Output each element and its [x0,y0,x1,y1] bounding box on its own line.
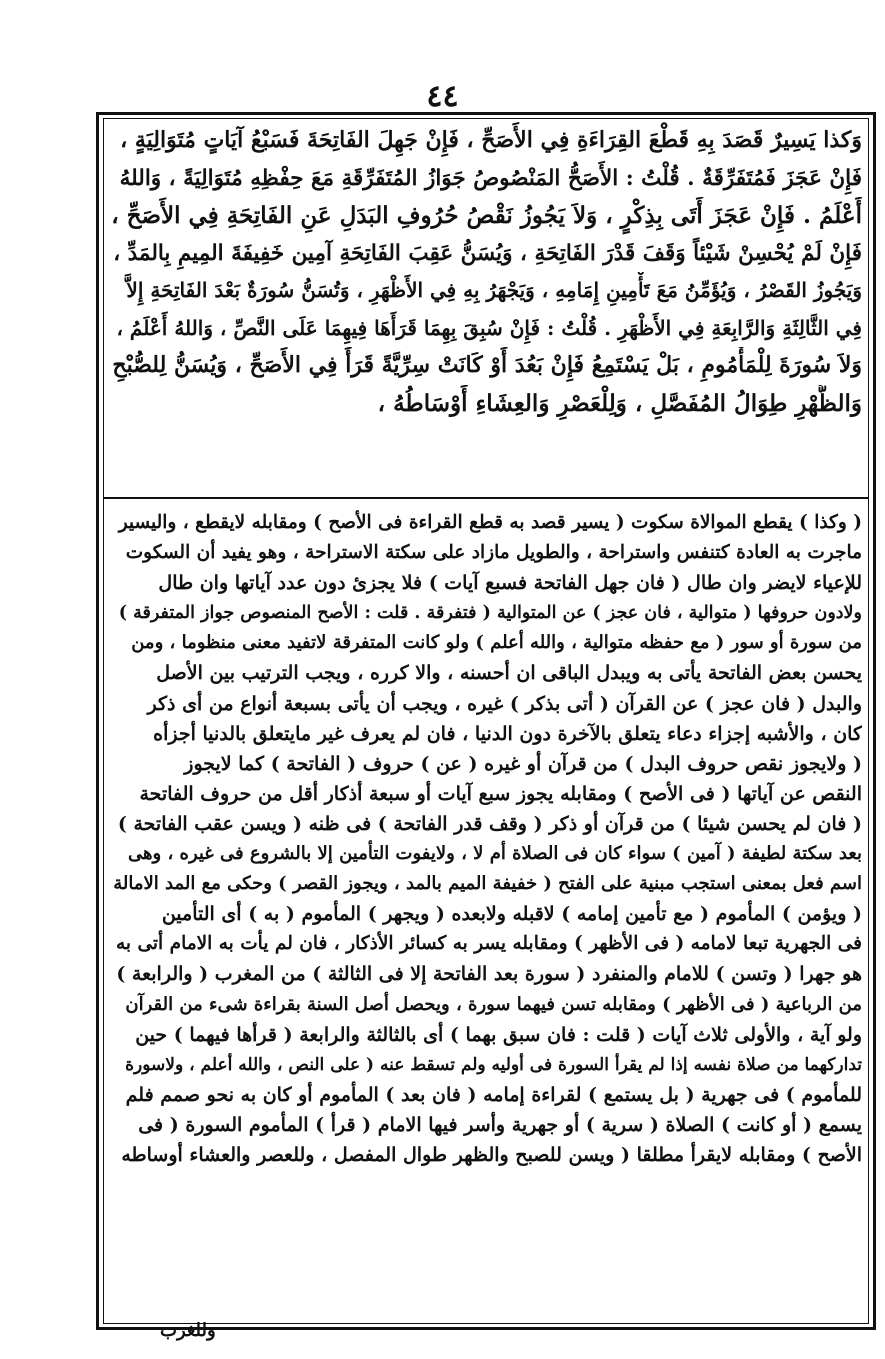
main-text-line: فَإِنْ لَمْ يُحْسِنْ شَيْئاً وَقَفَ قَدْرَ الفَاتِحَةِ ، وَيُسَنُّ عَقِبَ الفَاتِحَةِ آمِين خَفِيفَةَ المِيمِ بِالمَدِّ ، [113,240,862,266]
page-number: ٤٤ [426,79,459,114]
main-text-line: وَالظُّهْرِ طِوَالُ المُفَصَّلِ ، وَلِلْعَصْرِ وَالعِشَاءِ أَوْسَاطُهُ ، [377,389,862,417]
commentary-line: والبدل ( فان عجز ) عن القرآن ( أتى بذكر ) غيره ، ويجب أن يأتى بسبعة أنواع من أى ذكر [147,692,862,715]
commentary-line: ولادون حروفها ( متوالية ، فان عجز ) عن المتوالية ( فتفرقة . قلت : الأصح المنصوص جواز المتفرقة ) [118,603,862,624]
commentary-line: بعد سكتة لطيفة ( آمين ) سواء كان فى الصلاة أم لا ، ولايفوت التأمين إلا بالشروع فى غيره ، وهى [127,843,862,865]
main-text-line: فِي الثَّالِثَةِ وَالرَّابِعَةِ فِي الأَظْهَرِ . قُلْتُ : فَإِنْ سُبِقَ بِهِمَا قَرَأَهَا فِيهِمَا عَلَى النَّصِّ ، وَاللهُ أَعْلَمُ ، [116,315,862,340]
commentary-line: يحسن بعض الفاتحة يأتى به ويبدل الباقى ان أحسنه ، والا كرره ، ويجب الترتيب بين الأصل [156,662,862,685]
main-text-block [110,122,862,492]
commentary-line: تداركهما من صلاة نفسه إذا لم يقرأ السورة فى أوليه ولم تسقط عنه ( على النص ، والله أعلم ، ولاسورة [125,1054,862,1075]
commentary-line: ( فان لم يحسن شيئا ) من قرآن أو ذكر ( وقف قدر الفاتحة ) فى ظنه ( ويسن عقب الفاتحة ) [117,812,862,835]
commentary-line: النقص عن آياتها ( فى الأصح ) ومقابله يجوز سبع آيات أو سبعة أذكار أقل من حروف الفاتحة [139,782,862,805]
main-text-line: وَلاَ سُورَةَ لِلْمَأْمُومِ ، بَلْ يَسْتَمِعُ فَإِنْ بَعُدَ أَوْ كَانَتْ سِرِّيَّةً قَرَأَ فِي الأَصَحِّ ، وَيُسَنُّ لِلصُّبْحِ [112,352,862,378]
commentary-line: كان ، والأشبه إجزاء دعاء يتعلق بالآخرة دون الدنيا ، فان لم يعرف غير مايتعلق بالدنيا أجزأه [153,722,862,745]
main-text-line: وَيَجُوزُ القَصْرُ ، وَيُؤَمِّنُ مَعَ تَأْمِينِ إِمَامِهِ ، وَيَجْهَرُ بِهِ فِي الأَظْهَرِ ، وَتُسَنُّ سُورَةٌ بَعْدَ الفَاتِحَةِ إِلاَّ [126,278,862,302]
commentary-line: ( وكذا ) يقطع الموالاة سكوت ( يسير قصد به قطع القراءة فى الأصح ) ومقابله لايقطع ، واليسير [118,512,862,533]
main-text-line: فَإِنْ عَجَزَ فَمُتَفَرِّقَةٌ . قُلْتُ : الأَصَحُّ المَنْصُوصُ جَوَازُ المُتَفَرِّقَةِ مَعَ حِفْظِهِ مُتَوَالِيَةً ، وَاللهُ [119,165,862,191]
section-divider [103,497,869,499]
commentary-line: من الرباعية ( فى الأظهر ) ومقابله تسن فيهما سورة ، ويحصل أصل السنة بقراءة شىء من القرآن [125,993,862,1015]
commentary-line: من سورة أو سور ( مع حفظه متوالية ، والله أعلم ) ولو كانت المتفرقة لاتفيد معنى منظوما ، ومن [131,632,862,654]
commentary-line: ماجرت به العادة كتنفس واستراحة ، والطويل مازاد على سكتة الاستراحة ، وهو يفيد أن السكوت [125,542,862,564]
commentary-line: فى الجهرية تبعا لامامه ( فى الأظهر ) ومقابله يسر به كسائر الأذكار ، فان لم يأت به الامام أتى به [115,933,862,955]
commentary-line: هو جهرا ( وتسن ) للامام والمنفرد ( سورة بعد الفاتحة إلا فى الثالثة ) من المغرب ( والرابعة ) [116,963,862,986]
main-text-line: أَعْلَمُ . فَإِنْ عَجَزَ أَتَى بِذِكْرٍ ، وَلاَ يَجُوزُ نَقْصُ حُرُوفِ البَدَلِ عَنِ الفَاتِحَةِ فِي الأَصَحِّ ، [111,202,862,229]
commentary-line: ولو آية ، والأولى ثلاث آيات ( قلت : فان سبق بهما ) أى بالثالثة والرابعة ( قرأها فيهما ) حين [135,1023,862,1046]
commentary-line: للإعياء لايضر وان طال ( فان جهل الفاتحة فسبع آيات ) فلا يجزئ دون عدد آياتها وان طال [158,572,862,595]
main-text-line: وَكذا يَسِيرٌ قَصَدَ بِهِ قَطْعَ القِرَاءَةِ فِي الأَصَحِّ ، فَإِنْ جَهِلَ الفَاتِحَةَ فَسَبْعُ آيَاتٍ مُتَوَالِيَةٍ ، [120,127,862,153]
commentary-line: الأصح ) ومقابله لايقرأ مطلقا ( ويسن للصبح والظهر طوال المفصل ، وللعصر والعشاء أوساطه [121,1143,862,1166]
catchword: وللغرب [160,1320,216,1341]
commentary-line: يسمع ( أو كانت ) الصلاة ( سرية ) أو جهرية وأسر فيها الامام ( قرأ ) المأموم السورة ( فى [138,1113,862,1136]
commentary-line: اسم فعل بمعنى استجب مبنية على الفتح ( خفيفة الميم بالمد ، ويجوز القصر ) وحكى مع المد الامالة [113,873,862,895]
commentary-line: للمأموم ) فى جهرية ( بل يستمع ) لقراءة إمامه ( فان بعد ) المأموم أو كان به نحو صمم فلم [125,1083,862,1106]
commentary-line: ( ويؤمن ) المأموم ( مع تأمين إمامه ) لاقبله ولابعده ( ويجهر ) المأموم ( به ) أى التأمين [161,903,862,926]
commentary-block [112,508,862,1322]
commentary-line: ( ولايجوز نقص حروف البدل ) من قرآن أو غيره ( عن ) حروف ( الفاتحة ) كما لايجوز [184,752,862,775]
